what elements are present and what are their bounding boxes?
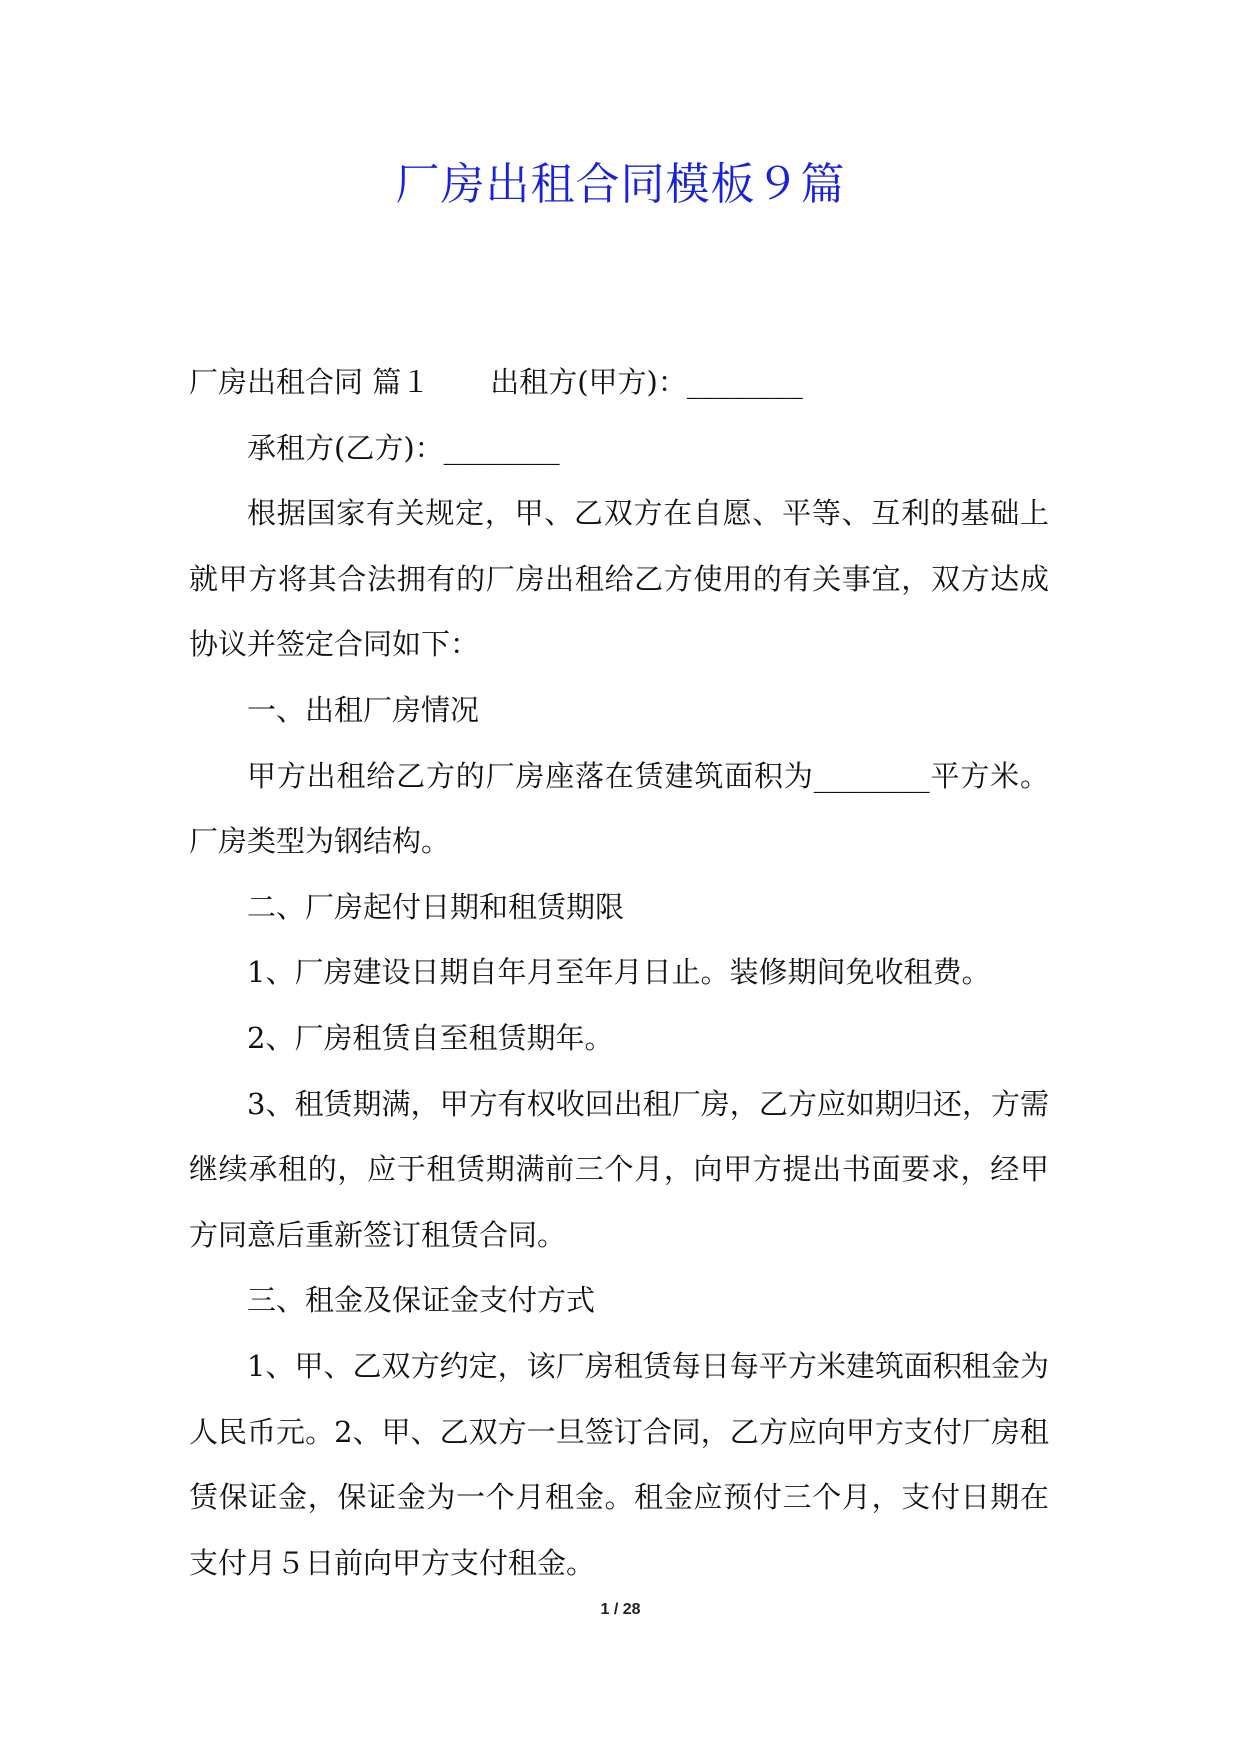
paragraph-property: 甲方出租给乙方的厂房座落在赁建筑面积为________平方米。厂房类型为钢结构。	[189, 758, 1049, 859]
clause-2-1: 1、厂房建设日期自年月至年月日止。装修期间免收租费。	[247, 955, 991, 990]
lessee-line: 承租方(乙方)：________	[247, 430, 560, 465]
document-title: 厂房出租合同模板９篇	[395, 159, 846, 210]
heading-line	[189, 350, 1049, 416]
clause-3-1: 1、甲、乙双方约定，该厂房租赁每日每平方米建筑面积租金为人民币元。2、甲、乙双方一旦签订合同，乙方应向甲方支付厂房租赁保证金，保证金为一个月租金。租金应预付三个月，支付日期在支付月５日前向甲方支付租金。	[189, 1348, 1049, 1580]
clause-2-3: 3、租赁期满，甲方有权收回出租厂房，乙方应如期归还，方需继续承租的，应于租赁期满前三个月，向甲方提出书面要求，经甲方同意后重新签订租赁合同。	[189, 1086, 1049, 1252]
paragraph-intro: 根据国家有关规定，甲、乙双方在自愿、平等、互利的基础上就甲方将其合法拥有的厂房出租给乙方使用的有关事宜，双方达成协议并签定合同如下：	[189, 496, 1049, 662]
page-number: 1 / 28	[600, 1601, 641, 1618]
contract-heading-label: 厂房出租合同 篇１	[189, 365, 431, 399]
document-body	[189, 350, 1049, 1596]
clause-2-2: 2、厂房租赁自至租赁期年。	[247, 1020, 614, 1055]
section-heading-3: 三、租金及保证金支付方式	[247, 1283, 596, 1318]
section-heading-1: 一、出租厂房情况	[247, 692, 480, 727]
lessor-line: 出租方(甲方)：________	[490, 365, 803, 399]
section-heading-2: 二、厂房起付日期和租赁期限	[247, 889, 625, 924]
